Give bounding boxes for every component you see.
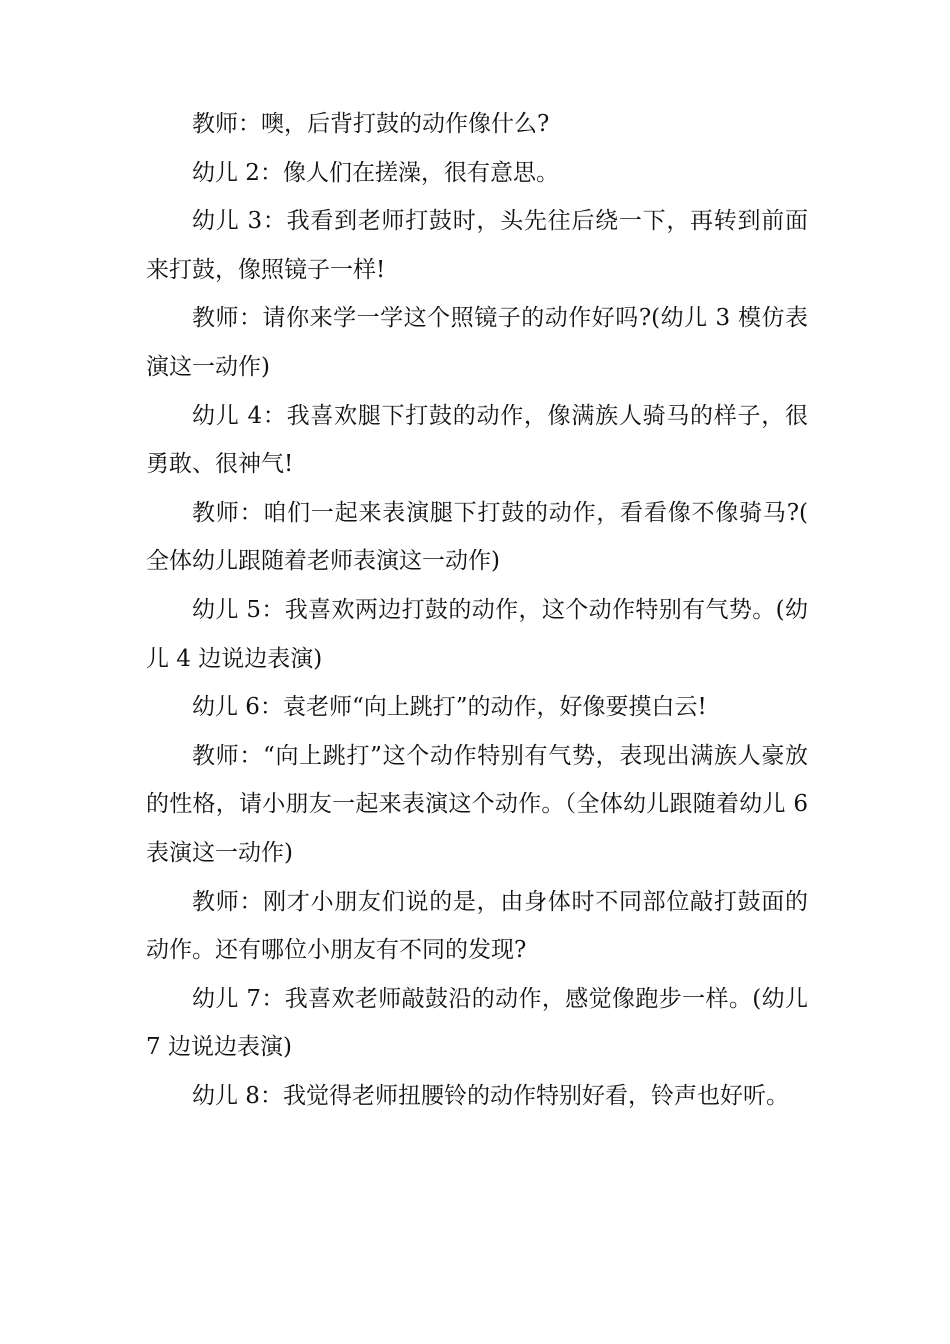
paragraph-child-5: 幼儿 5：我喜欢两边打鼓的动作，这个动作特别有气势。(幼儿 4 边说边表演) bbox=[146, 596, 808, 672]
document-page bbox=[146, 100, 808, 1120]
paragraph-teacher-summary: 教师：刚才小朋友们说的是，由身体时不同部位敲打鼓面的动作。还有哪位小朋友有不同的发现? bbox=[146, 888, 808, 964]
paragraph-child-4: 幼儿 4：我喜欢腿下打鼓的动作，像满族人骑马的样子，很勇敢、很神气! bbox=[146, 402, 808, 478]
paragraph-teacher-mirror: 教师：请你来学一学这个照镜子的动作好吗?(幼儿 3 模仿表演这一动作) bbox=[146, 305, 808, 380]
paragraph-child-7: 幼儿 7：我喜欢老师敲鼓沿的动作，感觉像跑步一样。(幼儿 7 边说边表演) bbox=[146, 985, 808, 1061]
paragraph-child-6: 幼儿 6：袁老师“向上跳打”的动作，好像要摸白云! bbox=[192, 694, 707, 721]
paragraph-child-3: 幼儿 3：我看到老师打鼓时，头先往后绕一下，再转到前面来打鼓，像照镜子一样! bbox=[146, 208, 808, 283]
paragraph-teacher-horse-riding: 教师：咱们一起来表演腿下打鼓的动作，看看像不像骑马?(全体幼儿跟随着老师表演这一动作) bbox=[146, 499, 808, 575]
paragraph-teacher-jump-hit: 教师：“向上跳打”这个动作特别有气势，表现出满族人豪放的性格，请小朋友一起来表演这个动作。（全体幼儿跟随着幼儿 6 表演这一动作) bbox=[146, 742, 808, 866]
paragraph-teacher-back-drum: 教师：噢，后背打鼓的动作像什么? bbox=[192, 111, 550, 137]
paragraph-child-8: 幼儿 8：我觉得老师扭腰铃的动作特别好看，铃声也好听。 bbox=[192, 1082, 789, 1109]
paragraph-child-2: 幼儿 2：像人们在搓澡，很有意思。 bbox=[192, 159, 559, 186]
